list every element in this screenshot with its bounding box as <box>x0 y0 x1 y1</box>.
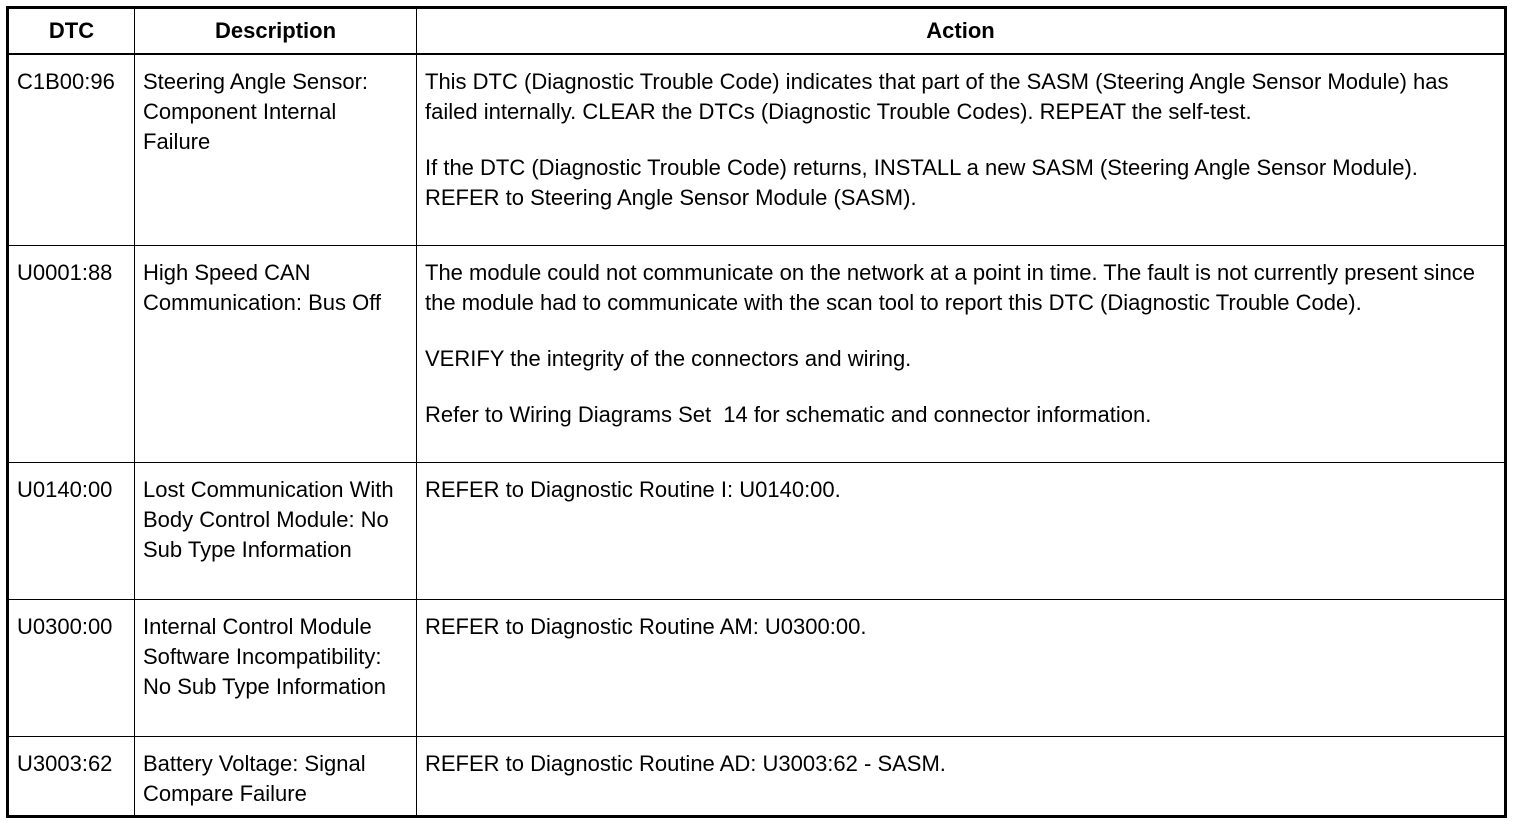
action-paragraph: The module could not communicate on the network at a point in time. The fault is not currently present since the module had to communicate with the scan tool to report this DTC (Diagnostic Trouble Code). <box>425 260 1476 315</box>
table-row <box>8 246 1506 463</box>
header-description: Description <box>135 8 417 55</box>
action-cell <box>417 737 1506 817</box>
dtc-description: Lost Communication With Body Control Module: No Sub Type Information <box>143 477 394 562</box>
dtc-description: Steering Angle Sensor: Component Internal Failure <box>143 69 369 154</box>
table-header-row <box>8 8 1506 55</box>
dtc-code: U0300:00 <box>17 614 113 639</box>
table-row <box>8 463 1506 600</box>
header-dtc: DTC <box>8 8 135 55</box>
dtc-cell <box>8 246 135 463</box>
description-cell <box>135 600 417 737</box>
action-paragraph: If the DTC (Diagnostic Trouble Code) returns, INSTALL a new SASM (Steering Angle Sensor Module). REFER to Steering Angle Sensor Module (SASM). <box>425 155 1418 210</box>
table-row <box>8 600 1506 737</box>
dtc-description: Internal Control Module Software Incompatibility: No Sub Type Information <box>143 614 386 699</box>
action-paragraph: REFER to Diagnostic Routine AD: U3003:62 - SASM. <box>425 751 946 776</box>
dtc-code: C1B00:96 <box>17 69 115 94</box>
description-cell <box>135 463 417 600</box>
action-cell <box>417 463 1506 600</box>
action-cell <box>417 600 1506 737</box>
dtc-description: High Speed CAN Communication: Bus Off <box>143 260 382 315</box>
dtc-description: Battery Voltage: Signal Compare Failure <box>143 751 366 806</box>
dtc-code: U0001:88 <box>17 260 113 285</box>
description-cell <box>135 54 417 246</box>
table-row <box>8 737 1506 817</box>
dtc-cell <box>8 463 135 600</box>
dtc-code: U0140:00 <box>17 477 113 502</box>
dtc-cell <box>8 54 135 246</box>
action-cell <box>417 54 1506 246</box>
action-paragraph: This DTC (Diagnostic Trouble Code) indicates that part of the SASM (Steering Angle Sensor Module) has failed internally. CLEAR the DTCs (Diagnostic Trouble Codes). REPEAT the self-test. <box>425 69 1449 124</box>
dtc-table <box>6 6 1507 818</box>
dtc-cell <box>8 737 135 817</box>
description-cell <box>135 246 417 463</box>
dtc-code: U3003:62 <box>17 751 113 776</box>
description-cell <box>135 737 417 817</box>
action-paragraph: REFER to Diagnostic Routine AM: U0300:00. <box>425 614 867 639</box>
action-paragraph: VERIFY the integrity of the connectors and wiring. <box>425 346 912 371</box>
action-cell <box>417 246 1506 463</box>
action-paragraph: REFER to Diagnostic Routine I: U0140:00. <box>425 477 841 502</box>
header-action: Action <box>417 8 1506 55</box>
dtc-cell <box>8 600 135 737</box>
table-row <box>8 54 1506 246</box>
action-paragraph: Refer to Wiring Diagrams Set 14 for schematic and connector information. <box>425 402 1152 427</box>
